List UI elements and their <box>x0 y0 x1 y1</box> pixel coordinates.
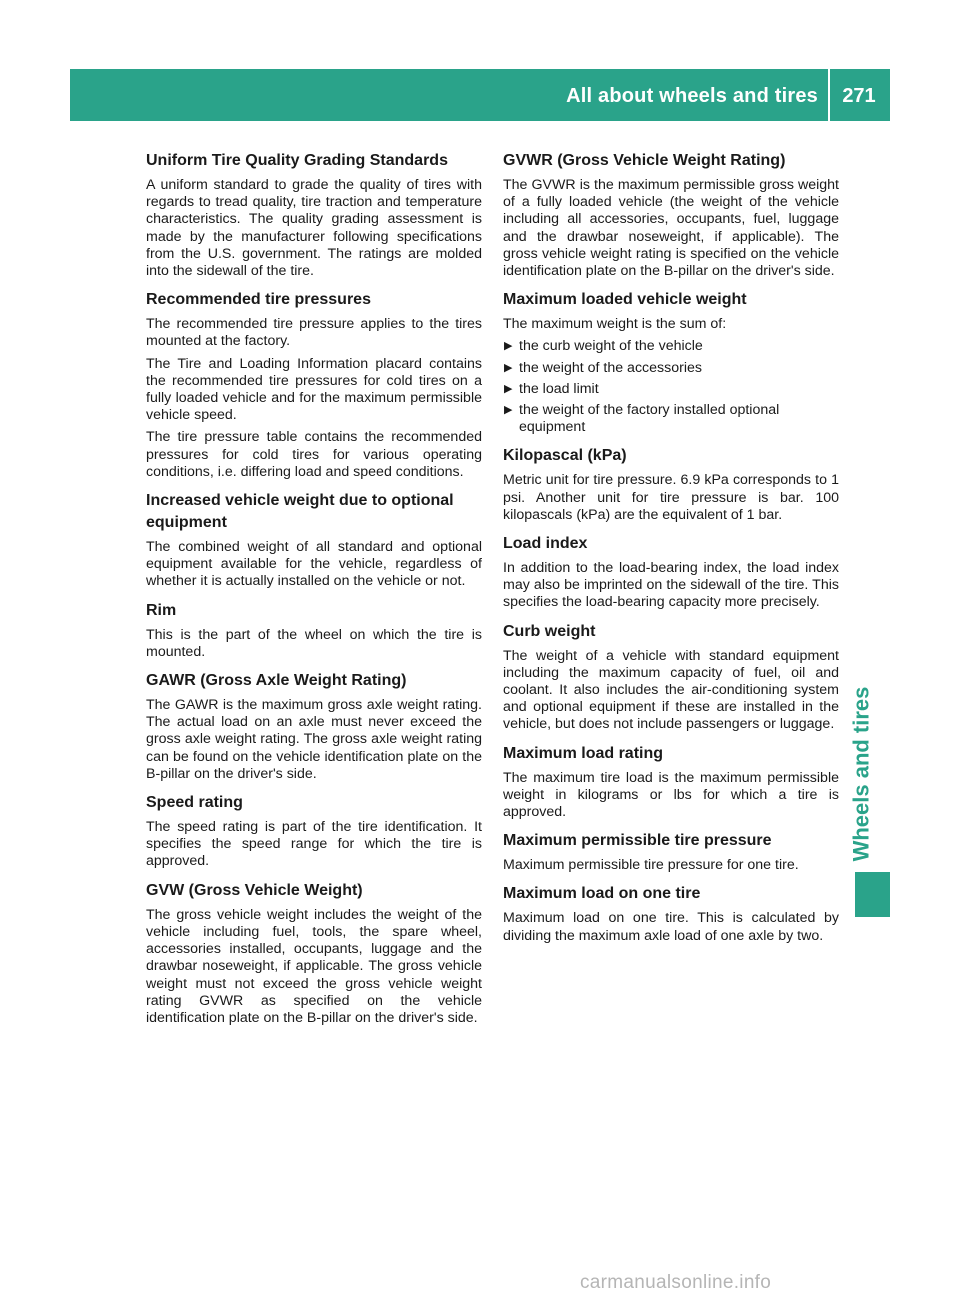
watermark: carmanualsonline.info <box>580 1272 772 1293</box>
section <box>503 289 839 436</box>
section-paragraph: In addition to the load-bearing index, the load index may also be imprinted on the sidewall of the tire. This specifies the load-bearing capacity more precisely. <box>503 560 839 611</box>
section-paragraph: A uniform standard to grade the quality of tires with regards to tread quality, tire traction and temperature characteristics. The quality grading assessment is made by the manufacturer following specifications from the U.S. government. The ratings are molded into the sidewall of the tire. <box>146 177 482 280</box>
side-tab-marker <box>855 872 890 917</box>
section-paragraph: The combined weight of all standard and optional equipment available for the vehicle, regardless of whether it is actually installed on the vehicle or not. <box>146 539 482 590</box>
bullet-icon: ▶ <box>504 340 513 353</box>
section-paragraph: Maximum permissible tire pressure for one tire. <box>503 857 799 874</box>
section-heading: GAWR (Gross Axle Weight Rating) <box>146 672 407 690</box>
section <box>503 830 839 874</box>
section-heading: Speed rating <box>146 794 243 812</box>
list-item <box>503 381 839 398</box>
section <box>146 880 482 1027</box>
section-heading: Maximum load rating <box>503 744 664 762</box>
bullet-list <box>503 338 839 436</box>
list-item <box>503 402 839 436</box>
list-item-text: the curb weight of the vehicle <box>519 338 703 355</box>
section-paragraph: The speed rating is part of the tire identification. It specifies the speed range for which the tire is approved. <box>146 819 482 870</box>
section-heading: GVW (Gross Vehicle Weight) <box>146 881 363 899</box>
section-paragraph: The GVWR is the maximum permissible gross weight of a fully loaded vehicle (the weight of the vehicle including all accessories, occupants, fuel, luggage and the drawbar noseweight, if applicable). The gross vehicle weight rating is specified on the vehicle identification plate on the B-pillar on the driver's side. <box>503 177 839 280</box>
section-heading: Maximum load on one tire <box>503 885 701 903</box>
section-paragraph: The Tire and Loading Information placard contains the recommended tire pressures for cold tires on a fully loaded vehicle and for the maximum permissible vehicle speed. <box>146 355 482 424</box>
section-heading: GVWR (Gross Vehicle Weight Rating) <box>503 152 786 169</box>
bullet-icon: ▶ <box>504 404 513 417</box>
section <box>503 533 839 612</box>
section-paragraph: The recommended tire pressure applies to the tires mounted at the factory. <box>146 316 482 350</box>
section-paragraph: Maximum load on one tire. This is calculated by dividing the maximum axle load of one axle by two. <box>503 910 839 944</box>
section-heading: Increased vehicle weight due to optional equipment <box>146 492 454 532</box>
section <box>146 600 482 661</box>
bullet-icon: ▶ <box>504 361 513 374</box>
header-divider <box>828 69 830 121</box>
section-paragraph: The tire pressure table contains the recommended pressures for cold tires for various operating conditions, i.e. differing load and speed conditions. <box>146 429 482 480</box>
section-paragraph: The weight of a vehicle with standard equipment including the maximum capacity of fuel, oil and coolant. It also includes the air-conditioning system and optional equipment if these are installed in the vehicle, but does not include passengers or luggage. <box>503 647 839 733</box>
bullet-icon: ▶ <box>504 382 513 395</box>
side-tab-label: Wheels and tires <box>848 686 873 862</box>
list-item-text: the load limit <box>519 380 599 397</box>
list-item <box>503 338 839 355</box>
section <box>146 289 482 481</box>
section-heading: Curb weight <box>503 622 596 640</box>
section-heading: Maximum permissible tire pressure <box>503 832 772 850</box>
list-item <box>503 360 839 377</box>
chapter-title: All about wheels and tires <box>566 85 818 107</box>
left-column <box>146 150 482 1036</box>
section-heading: Rim <box>146 601 177 619</box>
section-paragraph: Metric unit for tire pressure. 6.9 kPa corresponds to 1 psi. Another unit for tire pressure is bar. 100 kilopascals (kPa) are the equivalent of 1 bar. <box>503 472 839 523</box>
section-heading: Uniform Tire Quality Grading Standards <box>146 152 448 169</box>
section <box>503 150 839 280</box>
section-heading: Maximum loaded vehicle weight <box>503 291 747 309</box>
page-number: 271 <box>842 85 876 107</box>
section <box>503 445 839 524</box>
section-paragraph: The GAWR is the maximum gross axle weight rating. The actual load on an axle must never exceed the gross axle weight rating. The gross axle weight rating can be found on the vehicle identification plate on the B-pillar on the driver's side. <box>146 697 482 782</box>
section <box>503 621 839 734</box>
section <box>146 150 482 280</box>
section-paragraph: The maximum tire load is the maximum permissible weight in kilograms or lbs for which a tire is approved. <box>503 769 839 821</box>
list-item-text: the weight of the factory installed optional equipment <box>519 402 780 436</box>
list-item-text: the weight of the accessories <box>519 359 702 376</box>
section-heading: Load index <box>503 535 588 553</box>
section-paragraph: This is the part of the wheel on which the tire is mounted. <box>146 626 482 660</box>
section <box>146 490 482 591</box>
section <box>146 670 482 783</box>
section-heading: Kilopascal (kPa) <box>503 447 627 465</box>
section <box>146 792 482 871</box>
side-tab <box>843 670 879 878</box>
section-heading: Recommended tire pressures <box>146 291 371 309</box>
section <box>503 883 839 944</box>
right-column <box>503 150 839 954</box>
page-header <box>70 69 890 121</box>
section-paragraph: The gross vehicle weight includes the weight of the vehicle including fuel, tools, the spare wheel, accessories installed, occupants, luggage and the drawbar noseweight, if applicable. The gross vehicle weight must not exceed the gross vehicle weight rating GVWR as specified on the vehicle identification plate on the B-pillar on the driver's side. <box>146 906 482 1026</box>
section-paragraph: The maximum weight is the sum of: <box>503 316 727 333</box>
section <box>503 743 839 822</box>
